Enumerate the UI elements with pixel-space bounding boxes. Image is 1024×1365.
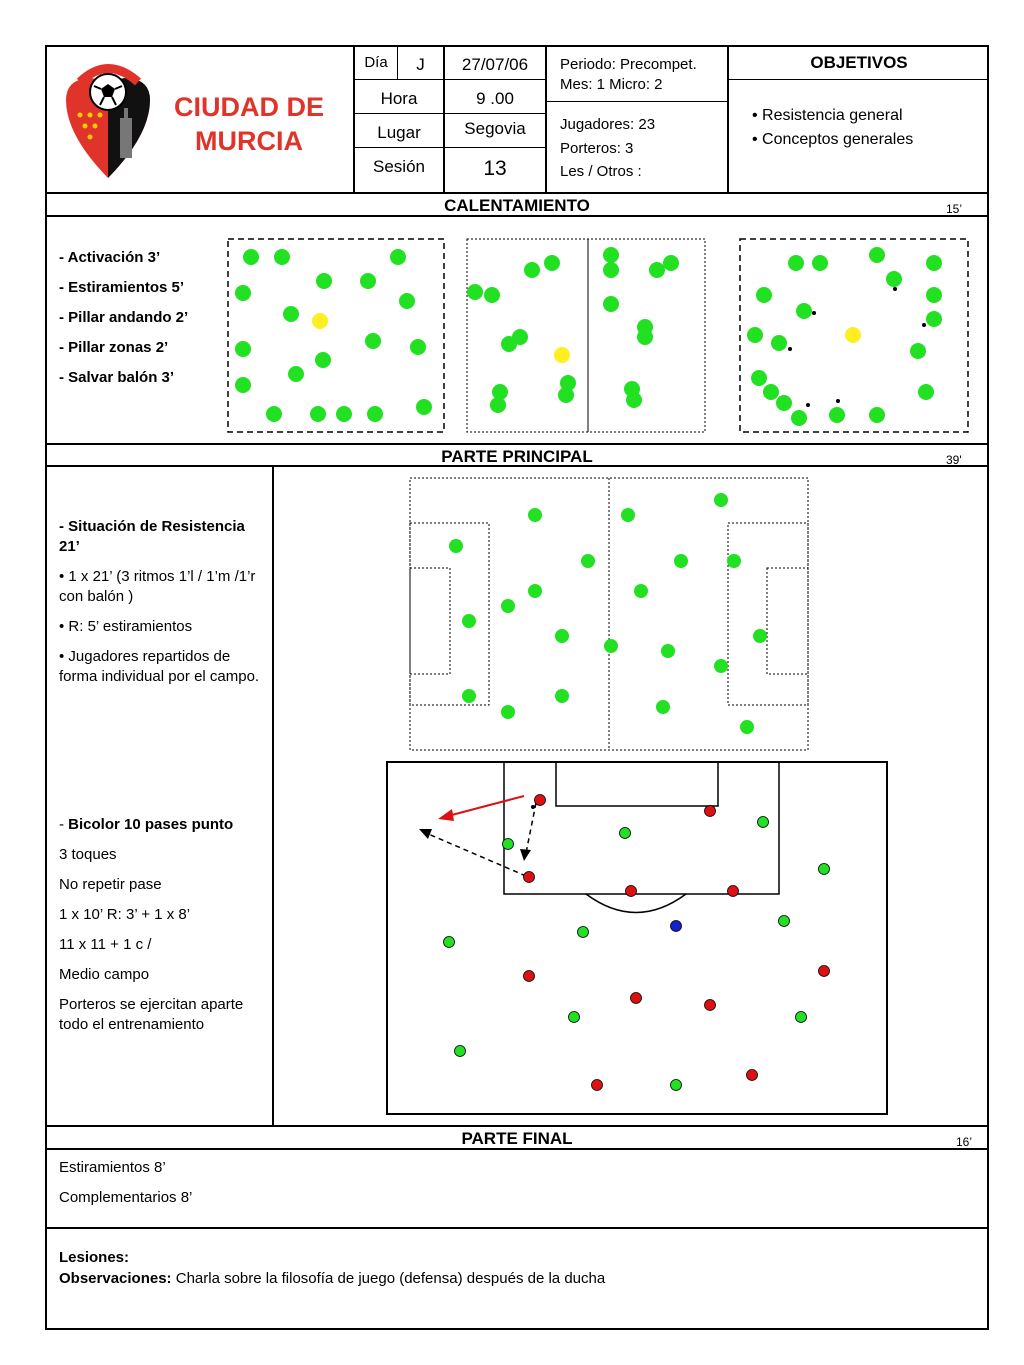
les-otros: Les / Otros : [560,163,642,180]
club-name-line1: CIUDAD DE [173,92,324,122]
list-item: Porteros se ejercitan aparte todo el entrenamiento [59,996,244,1033]
observaciones-value: Charla sobre la filosofía de juego (defensa) después de la ducha [175,1270,606,1287]
list-item: • Jugadores repartidos de forma individual por el campo. [59,648,260,685]
final-title: PARTE FINAL [461,1129,573,1148]
objetivos-title: OBJETIVOS [810,53,908,72]
observaciones-label: Observaciones: [59,1270,172,1287]
principal-minutes: 39' [946,453,962,467]
list-item: 11 x 11 + 1 c / [59,936,152,953]
club-logo [58,60,158,185]
list-item: • 1 x 21’ (3 ritmos 1’l / 1’m /1’r con balón ) [59,568,256,605]
calentamiento-title: CALENTAMIENTO [444,196,590,215]
jugadores: Jugadores: 23 [560,116,656,133]
list-item: Medio campo [59,966,150,983]
objetivo-item: • Resistencia general [752,107,903,124]
objetivos-list [752,104,913,152]
lesiones [59,1249,129,1266]
list-item: 3 toques [59,846,117,863]
block2-title [59,815,264,835]
list-item: • R: 5’ estiramientos [59,618,193,635]
bicolor-pitch-diagram [386,761,890,1117]
resistance-pitch-diagram [408,476,810,754]
periodo: Periodo: Precompet. [560,56,697,73]
principal-block1 [59,517,264,697]
lesiones-label: Lesiones: [59,1249,130,1266]
list-item: - Pillar andando 2’ [59,309,189,326]
observaciones [59,1270,605,1287]
hora-value: 9 .00 [476,89,514,108]
session-date: 27/07/06 [461,55,529,74]
final-list [59,1158,192,1218]
lugar-value: Segovia [464,119,526,138]
principal-block2 [59,815,264,1045]
club-name [165,90,333,158]
lugar-label: Lugar [377,123,421,142]
warmup-field-2 [465,237,707,435]
list-item: - Salvar balón 3’ [59,369,175,386]
mes-micro: Mes: 1 Micro: 2 [560,76,663,93]
dia-value: J [416,55,425,74]
objetivo-item: • Conceptos generales [752,131,914,148]
calentamiento-minutes: 15’ [946,202,963,216]
list-item: Complementarios 8’ [59,1189,193,1206]
sesion-label: Sesión [373,157,425,176]
list-item: 1 x 10’ R: 3’ + 1 x 8’ [59,906,191,923]
calentamiento-list [59,248,188,398]
porteros: Porteros: 3 [560,140,634,157]
list-item: No repetir pase [59,876,162,893]
hora-label: Hora [380,89,418,108]
principal-title: PARTE PRINCIPAL [441,447,593,466]
sesion-value: 13 [483,157,507,180]
block1-title: - Situación de Resistencia 21’ [59,518,245,555]
warmup-field-1 [226,237,446,435]
final-minutes: 16’ [956,1135,973,1149]
block2-title-prefix: - [59,816,69,833]
club-name-line2: MURCIA [195,126,303,156]
warmup-field-3 [738,237,970,435]
block2-title-text: Bicolor 10 pases punto [68,816,234,833]
list-item: Estiramientos 8’ [59,1159,166,1176]
dia-label: Día [364,54,388,71]
list-item: - Estiramientos 5’ [59,279,185,296]
list-item: - Pillar zonas 2’ [59,339,169,356]
list-item: - Activación 3’ [59,249,161,266]
